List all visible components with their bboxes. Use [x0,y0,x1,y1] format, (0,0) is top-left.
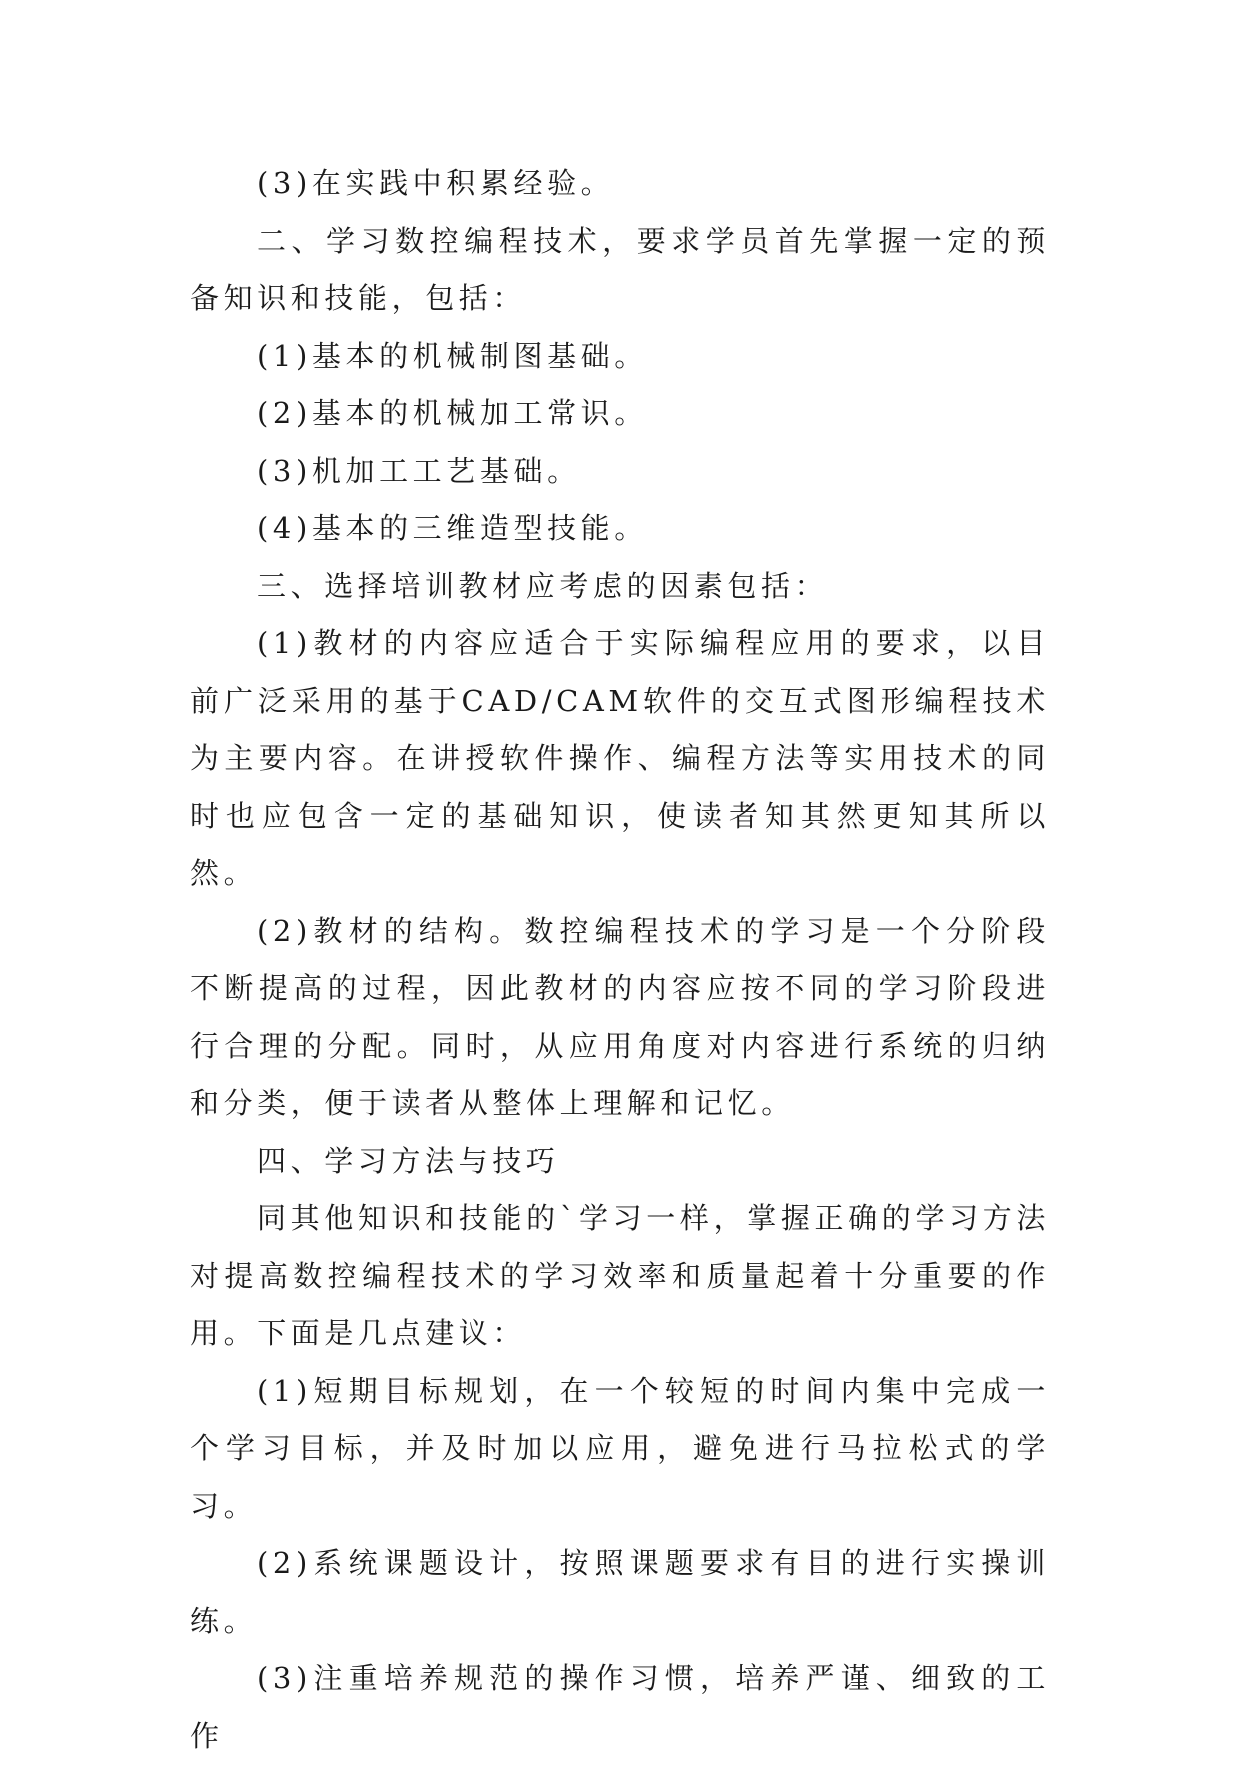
list-item: (3)注重培养规范的操作习惯，培养严谨、细致的工作 [190,1661,1050,1753]
list-item: (2)教材的结构。数控编程技术的学习是一个分阶段不断提高的过程，因此教材的内容应按不同的学习阶段进行合理的分配。同时，从应用角度对内容进行系统的归纳和分类，便于读者从整体上理解和记忆。 [190,913,1050,1120]
paragraph: 同其他知识和技能的`学习一样，掌握正确的学习方法对提高数控编程技术的学习效率和质量起着十分重要的作用。下面是几点建议： [190,1201,1050,1350]
list-item: (2)系统课题设计，按照课题要求有目的进行实操训练。 [190,1546,1050,1638]
section-heading: 四、学习方法与技巧 [257,1143,560,1178]
list-item: (2)基本的机械加工常识。 [257,396,648,430]
body-text [190,155,1050,1765]
list-item: (3)机加工工艺基础。 [257,453,581,488]
list-item: (4)基本的三维造型技能。 [257,511,648,545]
section-heading: 三、选择培训教材应考虑的因素包括： [257,568,829,603]
list-item: (1)短期目标规划，在一个较短的时间内集中完成一个学习目标，并及时加以应用，避免进行马拉松式的学习。 [190,1373,1050,1523]
paragraph: (3)在实践中积累经验。 [257,166,615,200]
list-item: (1)教材的内容应适合于实际编程应用的要求，以目前广泛采用的基于CAD/CAM软件的交互式图形编程技术为主要内容。在讲授软件操作、编程方法等实用技术的同时也应包含一定的基础知识，使读者知其然更知其所以然。 [190,626,1050,890]
list-item: (1)基本的机械制图基础。 [257,338,648,373]
section-heading: 二、学习数控编程技术，要求学员首先掌握一定的预备知识和技能，包括： [190,223,1050,315]
